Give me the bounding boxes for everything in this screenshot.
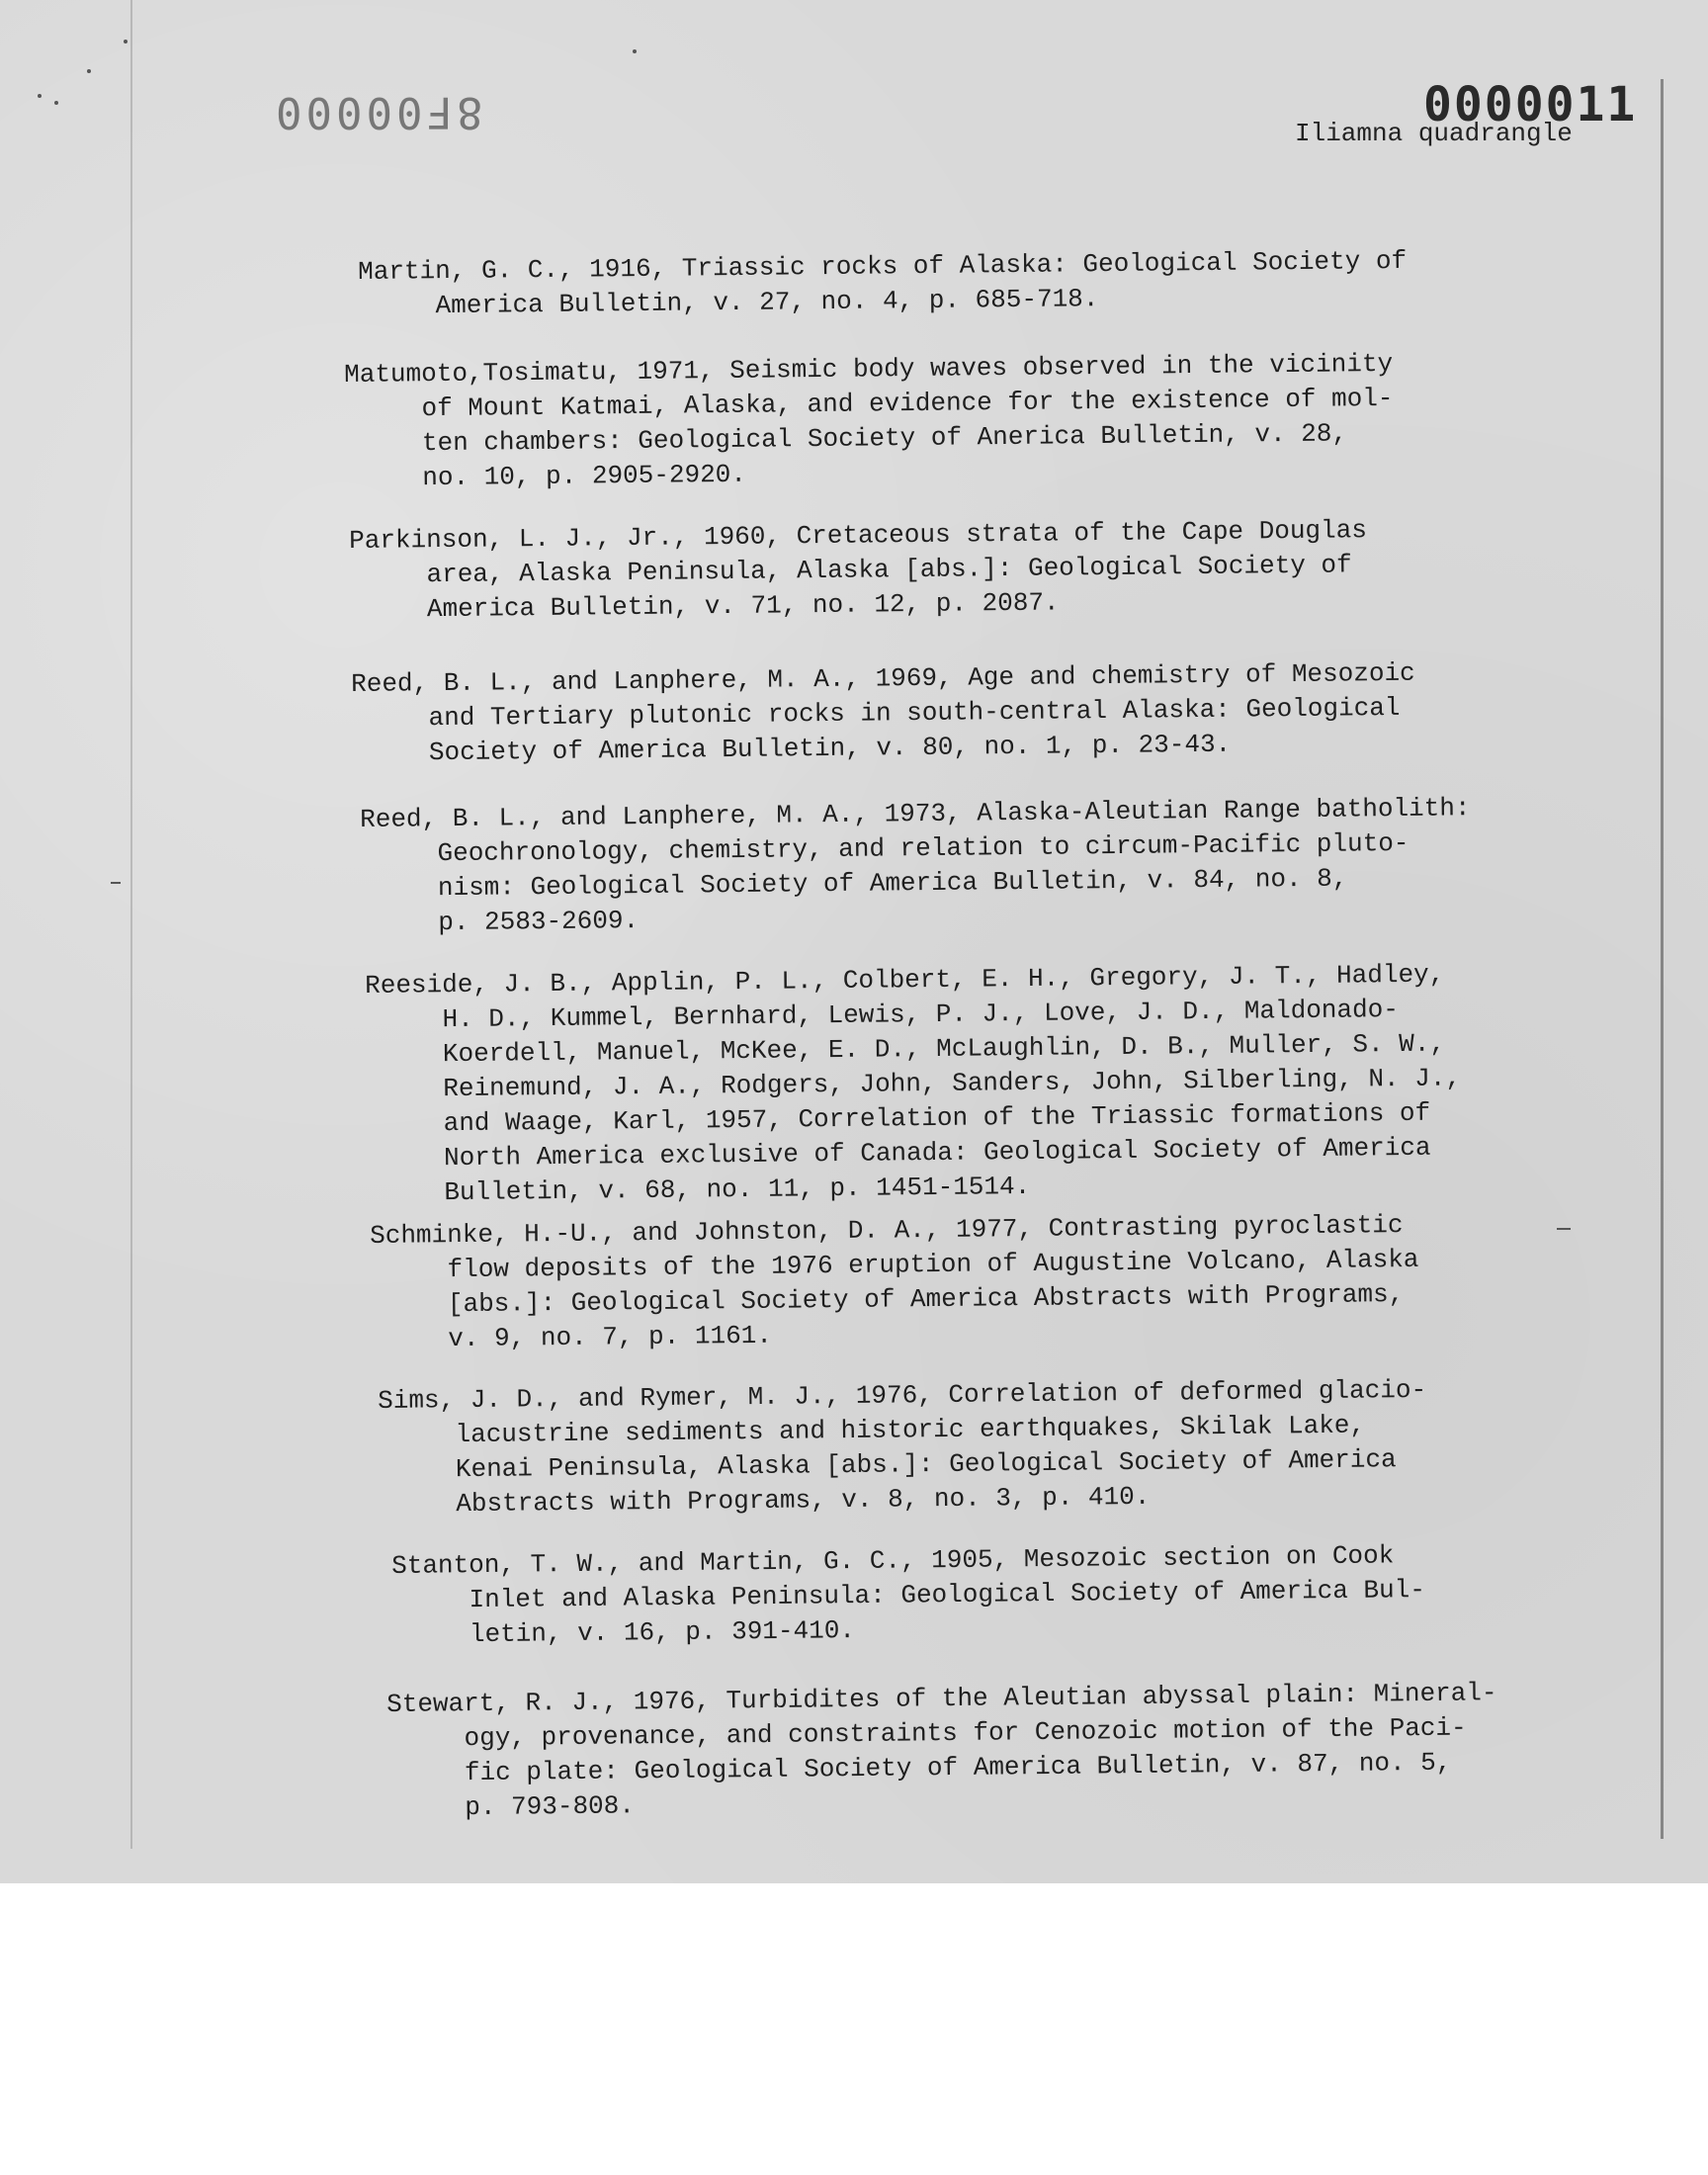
reference-line: letin, v. 16, p. 391-410. <box>391 1615 856 1650</box>
reference-line: Sims, J. D., and Rymer, M. J., 1976, Correlation of deformed glacio- <box>378 1374 1427 1416</box>
reference-line: ogy, provenance, and constraints for Cenozoic motion of the Paci- <box>386 1712 1467 1754</box>
reference-line: Reeside, J. B., Applin, P. L., Colbert, E. H., Gregory, J. T., Hadley, <box>365 959 1445 1000</box>
reference-line: [abs.]: Geological Society of America Abstracts with Programs, <box>370 1279 1405 1320</box>
reference-matumoto-1971 <box>344 347 1394 496</box>
reference-reed-1969 <box>351 656 1416 771</box>
reference-line: America Bulletin, v. 71, no. 12, p. 2087. <box>349 587 1060 625</box>
reference-line: ten chambers: Geological Society of Anerica Bulletin, v. 28, <box>344 418 1348 459</box>
reference-line: Geochronology, chemistry, and relation to circum-Pacific pluto- <box>360 827 1409 869</box>
reference-line: area, Alaska Peninsula, Alaska [abs.]: Geological Society of <box>349 550 1352 590</box>
reference-line: and Waage, Karl, 1957, Correlation of the Triassic formations of <box>366 1097 1431 1139</box>
reference-line: Reed, B. L., and Lanphere, M. A., 1973, Alaska-Aleutian Range batholith: <box>360 793 1471 834</box>
reference-line: p. 793-808. <box>387 1790 636 1823</box>
reference-line: Kenai Peninsula, Alaska [abs.]: Geological Society of America <box>378 1444 1397 1485</box>
stamp-right: 0000011 <box>1423 77 1638 132</box>
reference-line: Stewart, R. J., 1976, Turbidites of the Aleutian abyssal plain: Mineral- <box>386 1678 1497 1719</box>
stamp-left: 8F00000 <box>272 87 483 137</box>
reference-line: Martin, G. C., 1916, Triassic rocks of Alaska: Geological Society of <box>358 245 1408 287</box>
reference-line: Schminke, H.-U., and Johnston, D. A., 1977, Contrasting pyroclastic <box>370 1210 1404 1251</box>
reference-stanton-1905 <box>391 1538 1425 1653</box>
reference-parkinson-1960 <box>349 513 1368 628</box>
reference-line: no. 10, p. 2905-2920. <box>345 459 747 493</box>
reference-line: p. 2583-2609. <box>361 906 640 938</box>
reference-schminke-1977 <box>370 1208 1419 1357</box>
reference-martin-1916 <box>358 244 1408 324</box>
reference-line: Matumoto,Tosimatu, 1971, Seismic body waves observed in the vicinity <box>344 348 1394 390</box>
reference-line: lacustrine sediments and historic earthquakes, Skilak Lake, <box>378 1410 1366 1450</box>
reference-line: Bulletin, v. 68, no. 11, p. 1451-1514. <box>367 1171 1031 1208</box>
reference-line: Stanton, T. W., and Martin, G. C., 1905, Mesozoic section on Cook <box>391 1540 1395 1581</box>
reference-reeside-1957 <box>365 957 1462 1211</box>
reference-line: nism: Geological Society of America Bulletin, v. 84, no. 8, <box>360 863 1348 904</box>
reference-reed-1973 <box>360 791 1472 941</box>
reference-line: North America exclusive of Canada: Geological Society of America <box>366 1132 1431 1174</box>
reference-line: America Bulletin, v. 27, no. 4, p. 685-718. <box>358 284 1099 321</box>
reference-stewart-1976 <box>386 1676 1498 1826</box>
reference-line: and Tertiary plutonic rocks in south-central Alaska: Geological <box>351 692 1401 734</box>
reference-line: Inlet and Alaska Peninsula: Geological Society of America Bul- <box>391 1575 1426 1615</box>
reference-line: Abstracts with Programs, v. 8, no. 3, p. 410. <box>379 1481 1151 1520</box>
reference-line: Reinemund, J. A., Rodgers, John, Sanders, John, Silberling, N. J., <box>366 1063 1462 1104</box>
quadrangle-label: Iliamna quadrangle <box>1295 119 1573 148</box>
reference-sims-1976 <box>378 1373 1427 1522</box>
reference-line: H. D., Kummel, Bernhard, Lewis, P. J., Love, J. D., Maldonado- <box>365 995 1400 1035</box>
reference-line: of Mount Katmai, Alaska, and evidence for the existence of mol- <box>344 383 1394 424</box>
reference-line: v. 9, no. 7, p. 1161. <box>371 1320 773 1354</box>
reference-line: flow deposits of the 1976 eruption of Augustine Volcano, Alaska <box>370 1244 1419 1285</box>
reference-line: fic plate: Geological Society of America Bulletin, v. 87, no. 5, <box>386 1747 1452 1788</box>
reference-line: Koerdell, Manuel, McKee, E. D., McLaughlin, D. B., Muller, S. W., <box>365 1028 1446 1070</box>
reference-line: Society of America Bulletin, v. 80, no. 1, p. 23-43. <box>351 729 1232 768</box>
reference-line: Parkinson, L. J., Jr., 1960, Cretaceous strata of the Cape Douglas <box>349 515 1368 556</box>
reference-line: Reed, B. L., and Lanphere, M. A., 1969, Age and chemistry of Mesozoic <box>351 657 1415 699</box>
